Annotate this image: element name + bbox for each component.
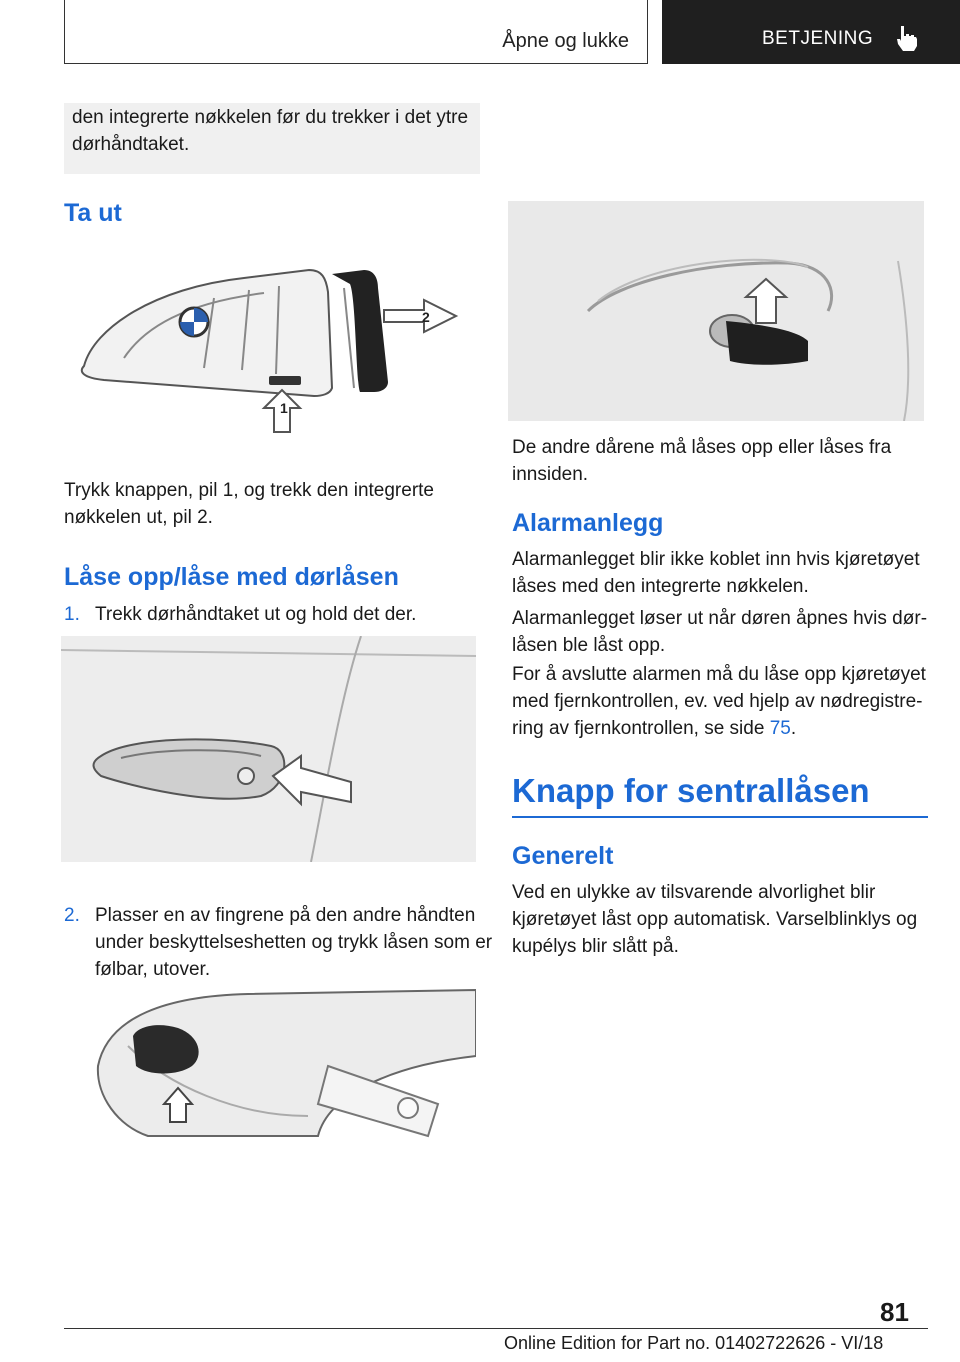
- note-text: den integrerte nøkkelen før du trekker i det ytre dørhåndtaket.: [72, 107, 469, 155]
- caption-ta-ut: Trykk knappen, pil 1, og trekk den integrerte nøkkelen ut, pil 2.: [64, 480, 434, 528]
- arrow-label-1: 1: [280, 400, 288, 416]
- heading-lase-opp: Låse opp/låse med dørlåsen: [64, 563, 399, 591]
- edition-text: Online Edition for Part no. 01402722626 - VI/18: [504, 1333, 884, 1353]
- step-1-text: Trekk dørhåndtaket ut og hold det der.: [95, 604, 417, 625]
- chapter-title: BETJENING: [762, 28, 874, 49]
- heading-generelt: Generelt: [512, 842, 614, 870]
- alarm-paragraph-3-end: .: [790, 718, 797, 739]
- heading-ta-ut: Ta ut: [64, 199, 122, 227]
- other-doors-text: De andre dårene må låses opp eller låses fra innsiden.: [512, 437, 892, 485]
- lock-cap-illustration: [88, 986, 476, 1146]
- step-2-number: 2.: [64, 905, 80, 926]
- page-link-75[interactable]: 75: [769, 718, 791, 739]
- door-handle-illustration: [61, 636, 476, 862]
- step-1-number: 1.: [64, 604, 80, 625]
- door-lock-illustration: [508, 201, 924, 421]
- key-removal-illustration: [64, 258, 480, 440]
- step-2: [64, 902, 511, 983]
- arrow-label-2: 2: [422, 309, 430, 325]
- step-2-text: Plasser en av fingrene på den andre håndten under beskyttelseshetten og trykk låsen som er følbar, utover.: [95, 905, 493, 980]
- alarm-paragraph-3: [512, 661, 928, 742]
- footer-rule: [64, 1328, 928, 1329]
- section-title: Åpne og lukke: [502, 30, 629, 52]
- heading-rule: [512, 816, 928, 818]
- generelt-text: Ved en ulykke av tilsvarende alvorlighet blir kjøretøyet låst opp automatisk. Varselblinklys og kupélys blir slått på.: [512, 882, 918, 957]
- page-number: 81: [880, 1297, 909, 1327]
- note-box: [64, 103, 480, 174]
- alarm-paragraph-2: Alarmanlegget løser ut når døren åpnes hvis dørlåsen ble låst opp.: [512, 608, 928, 656]
- step-1: [64, 601, 480, 628]
- pointing-hand-icon: [894, 24, 920, 52]
- header-section-box: [64, 0, 648, 64]
- alarm-paragraph-1: Alarmanlegget blir ikke koblet inn hvis kjøretøyet låses med den integrerte nøkkelen.: [512, 549, 920, 597]
- heading-knapp-sentrallasen: Knapp for sentrallåsen: [512, 772, 870, 809]
- heading-alarmanlegg: Alarmanlegg: [512, 509, 664, 537]
- header-chapter-box: [662, 0, 960, 64]
- alarm-paragraph-3-text: For å avslutte alarmen må du låse opp kjøretøyet med fjernkontrollen, ev. ved hjelp av nødregistrering av fjernkontrollen, se side: [512, 664, 926, 739]
